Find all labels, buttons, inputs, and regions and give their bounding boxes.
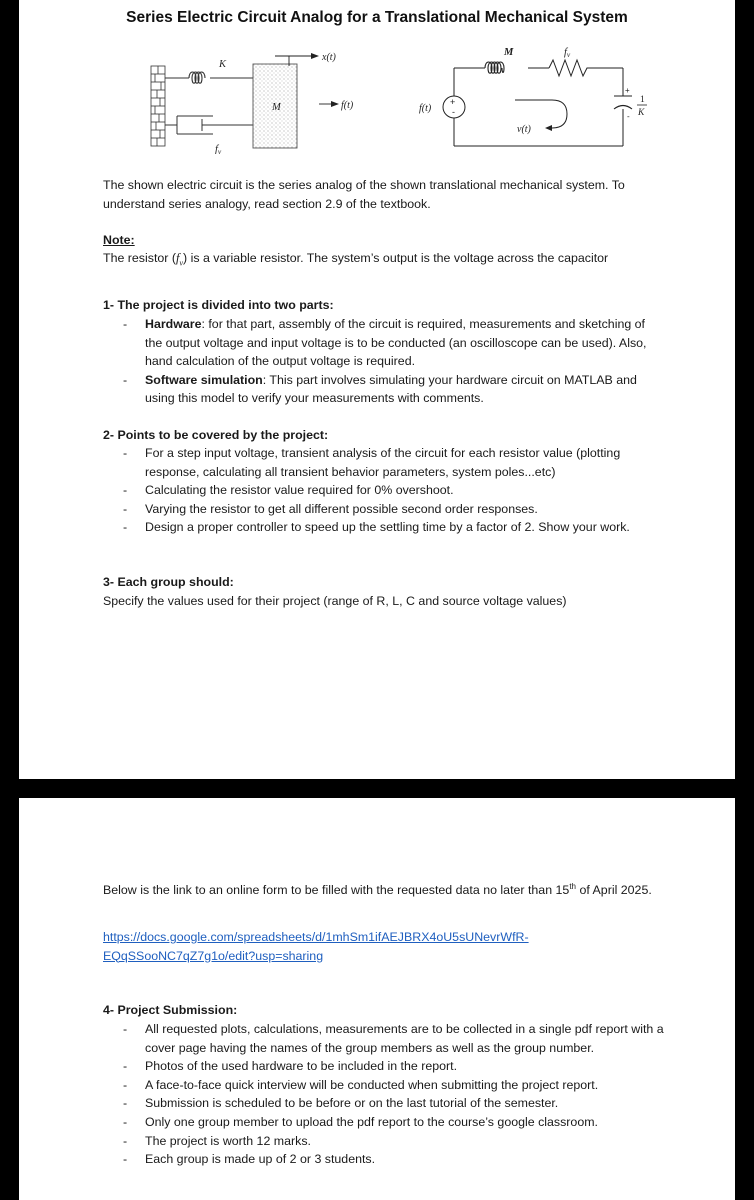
list-item: - Design a proper controller to speed up the settling time by a factor of 2. Show your work. xyxy=(103,518,663,537)
form-link[interactable] xyxy=(103,928,663,965)
svg-text:+: + xyxy=(625,86,630,95)
force-label: f(t) xyxy=(341,100,354,111)
spring-label: K xyxy=(219,59,227,70)
capacitor-label-num: 1 xyxy=(640,95,645,105)
section-3-heading: 3- Each group should: xyxy=(103,575,234,589)
damper xyxy=(165,116,253,134)
force-arrow xyxy=(319,101,339,107)
note-text: The resistor $(f_v)$ is a variable resistor. The system’s output is the voltage across the capacitor xyxy=(103,251,609,268)
inductor-label: M xyxy=(504,47,514,58)
inductor xyxy=(485,62,504,73)
form-link-line-2[interactable]: EQqSSooNC7qZ7g1o/edit?usp=sharing xyxy=(103,948,324,963)
list-item: - The project is worth 12 marks. xyxy=(103,1132,683,1151)
mass-label: M xyxy=(272,102,281,113)
capacitor-label-den: K xyxy=(638,108,645,118)
list-item: - A face-to-face quick interview will be conducted when submitting the project report. xyxy=(103,1076,683,1095)
document-page-2 xyxy=(19,798,735,1200)
section-1-heading: 1- The project is divided into two parts: xyxy=(103,298,334,312)
damper-label: fv xyxy=(215,144,222,154)
form-link-line-1[interactable]: https://docs.google.com/spreadsheets/d/1mhSm1ifAEJBRX4oU5sUNevrWfR- xyxy=(103,930,529,944)
circuit-figure xyxy=(147,38,647,154)
capacitor xyxy=(614,96,632,109)
resistor xyxy=(549,60,591,76)
svg-text:+: + xyxy=(450,97,456,107)
section-1-list xyxy=(103,315,663,408)
svg-text:-: - xyxy=(452,107,455,117)
section-4-list xyxy=(103,1020,683,1169)
circuit-wires xyxy=(454,68,623,146)
page-title: Series Electric Circuit Analog for a Translational Mechanical System xyxy=(126,9,628,26)
list-item: - For a step input voltage, transient analysis of the circuit for each resistor value (plotting response, calculating all transient behavior parameters, system poles...etc) xyxy=(103,444,663,481)
displacement-label: x(t) xyxy=(322,52,336,63)
list-item: - Hardware: for that part, assembly of the circuit is required, measurements and sketching of the output voltage and input voltage is to be conducted (an oscilloscope can be used). Also, hand calculation of the output voltage is required. xyxy=(103,315,663,371)
section-2-list xyxy=(103,444,663,537)
spring xyxy=(165,72,253,83)
document-page-1 xyxy=(19,0,735,779)
note-label: Note: xyxy=(103,233,135,247)
section-4-heading: 4- Project Submission: xyxy=(103,1003,238,1017)
list-item: - Varying the resistor to get all different possible second order responses. xyxy=(103,500,663,519)
list-item: - Calculating the resistor value required for 0% overshoot. xyxy=(103,481,663,500)
deadline-paragraph: Below is the link to an online form to be filled with the requested data no later than 15th of April 2025. xyxy=(103,881,652,897)
section-3-text: Specify the values used for their project (range of R, L, C and source voltage values) xyxy=(103,594,567,608)
list-item: - Software simulation: This part involves simulating your hardware circuit on MATLAB and using this model to verify your measurements with comments. xyxy=(103,371,663,408)
source-label: f(t) xyxy=(419,103,432,114)
svg-text:-: - xyxy=(627,112,630,121)
current-label: v(t) xyxy=(517,124,531,135)
list-item: - Each group is made up of 2 or 3 students. xyxy=(103,1150,683,1169)
list-item: - All requested plots, calculations, measurements are to be collected in a single pdf report with a cover page having the names of the group members as well as the group number. xyxy=(103,1020,683,1057)
resistor-label: fv xyxy=(564,47,571,59)
list-item: - Only one group member to upload the pdf report to the course’s google classroom. xyxy=(103,1113,683,1132)
intro-paragraph: The shown electric circuit is the series analog of the shown translational mechanical system. To understand series analogy, read section 2.9 of the textbook. xyxy=(103,178,625,211)
list-item: - Photos of the used hardware to be included in the report. xyxy=(103,1057,683,1076)
list-item: - Submission is scheduled to be before or on the last tutorial of the semester. xyxy=(103,1094,683,1113)
wall xyxy=(151,66,165,146)
section-2-heading: 2- Points to be covered by the project: xyxy=(103,428,329,442)
